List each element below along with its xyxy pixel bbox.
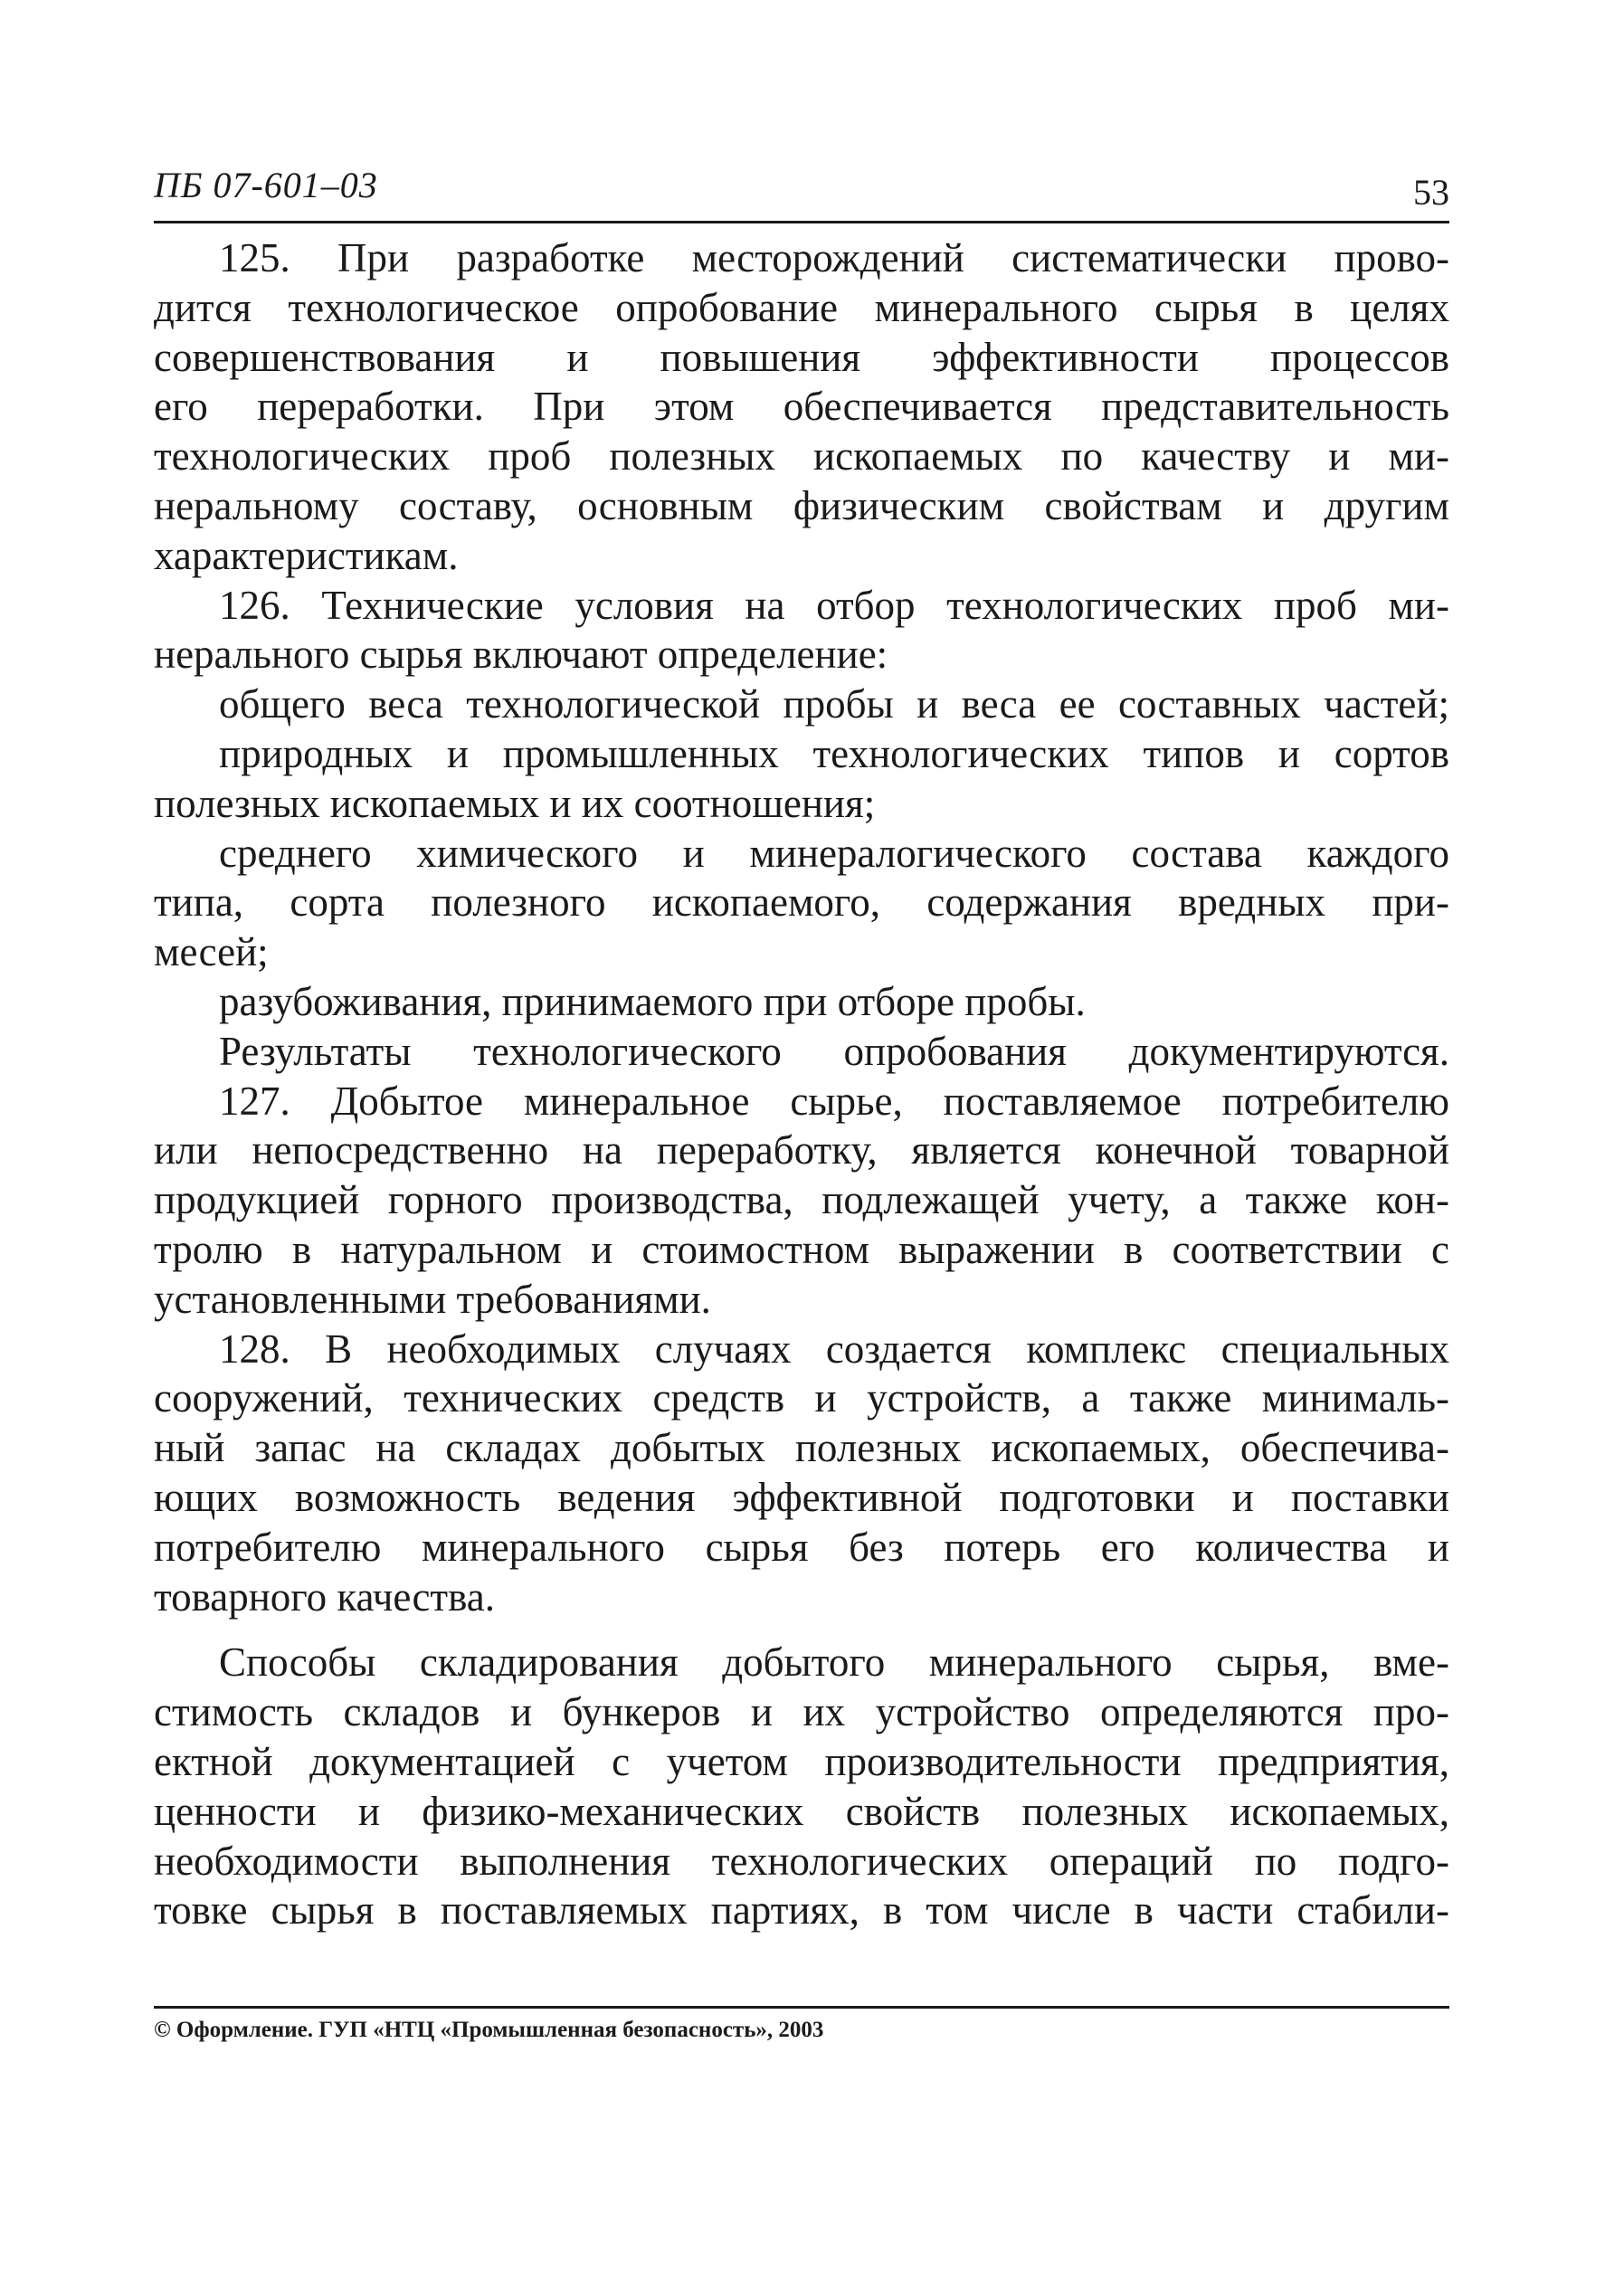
text-line: дится технологическое опробование минерального сырья в целях [154, 284, 1449, 330]
text-line: ектной документацией с учетом производительности предприятия, [154, 1738, 1449, 1784]
text-line: неральному составу, основным физическим свойствам и другим [154, 482, 1449, 528]
paragraph-gap [154, 1621, 1449, 1638]
document-code: ПБ 07-601–03 [154, 165, 378, 205]
page-header [154, 163, 1449, 226]
text-line: типа, сорта полезного ископаемого, содержания вредных при- [154, 879, 1449, 926]
text-line: месей; [154, 929, 269, 975]
text-line: или непосредственно на переработку, является конечной товарной [154, 1127, 1449, 1174]
text-line: природных и промышленных технологических типов и сортов [219, 730, 1449, 776]
text-line: полезных ископаемых и их соотношения; [154, 780, 876, 826]
text-line: общего веса технологической пробы и веса ее составных частей; [219, 681, 1449, 727]
text-line: среднего химического и минералогического состава каждого [219, 830, 1449, 876]
text-line: разубоживания, принимаемого при отборе пробы. [219, 978, 1086, 1024]
header-divider [154, 221, 1449, 223]
text-line: ный запас на складах добытых полезных ископаемых, обеспечива- [154, 1425, 1449, 1471]
text-line: 125. При разработке месторождений систематически прово- [219, 235, 1449, 280]
text-line: 127. Добытое минеральное сырье, поставляемое потребителю [219, 1078, 1449, 1124]
text-line: тролю в натуральном и стоимостном выражении в соответствии с [154, 1226, 1449, 1272]
text-line: характеристикам. [154, 532, 459, 578]
footer-copyright: © Оформление. ГУП «НТЦ «Промышленная безопасность», 2003 [154, 2018, 824, 2042]
text-line: 128. В необходимых случаях создается комплекс специальных [219, 1326, 1449, 1372]
text-line: товарного качества. [154, 1573, 495, 1620]
text-line: потребителю минерального сырья без потерь его количества и [154, 1524, 1449, 1570]
text-line: совершенствования и повышения эффективности процессов [154, 334, 1449, 380]
text-line: нерального сырья включают определение: [154, 632, 888, 678]
text-line: технологических проб полезных ископаемых по качеству и ми- [154, 433, 1449, 480]
text-line: ценности и физико-механических свойств полезных ископаемых, [154, 1788, 1449, 1834]
text-line: его переработки. При этом обеспечивается представительность [154, 384, 1449, 430]
text-line: сооружений, технических средств и устройств, а также минималь- [154, 1375, 1449, 1421]
text-line: ющих возможность ведения эффективной подготовки и поставки [154, 1474, 1449, 1520]
footer-divider [154, 2006, 1449, 2009]
text-line: стимость складов и бункеров и их устройство определяются про- [154, 1689, 1449, 1735]
text-line: товке сырья в поставляемых партиях, в том числе в части стабили- [154, 1887, 1449, 1934]
text-line: Результаты технологического опробования документируются. [219, 1028, 1449, 1074]
text-line: необходимости выполнения технологических операций по подго- [154, 1838, 1449, 1884]
text-line: Способы складирования добытого минерального сырья, вме- [219, 1639, 1449, 1686]
page-number: 53 [1413, 172, 1449, 213]
text-line: установленными требованиями. [154, 1276, 711, 1322]
text-line: продукцией горного производства, подлежащей учету, а также кон- [154, 1177, 1449, 1223]
body-text [154, 233, 1449, 1935]
text-line: 126. Технические условия на отбор технологических проб ми- [219, 582, 1449, 628]
